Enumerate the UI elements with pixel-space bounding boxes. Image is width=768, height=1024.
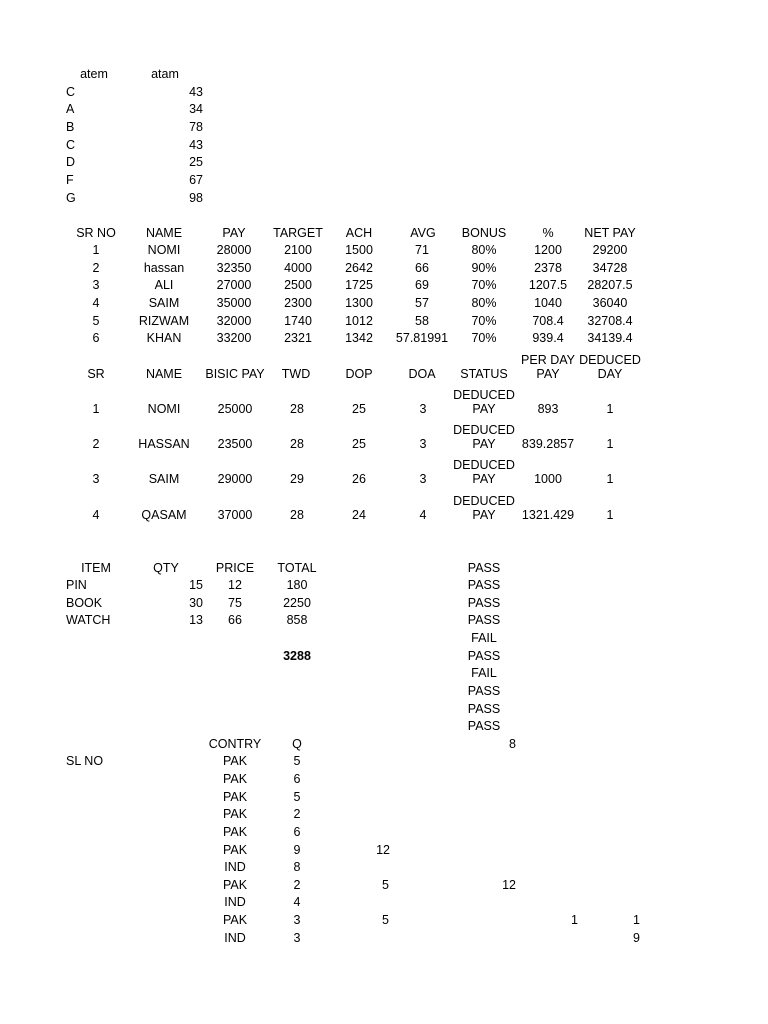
extra-cell: 1 bbox=[571, 913, 578, 927]
att-cell: 4 bbox=[419, 508, 427, 522]
pay-cell: 66 bbox=[415, 261, 429, 275]
pay-cell: 1 bbox=[92, 243, 100, 257]
country-cell: IND bbox=[224, 860, 246, 874]
atem-cell: F bbox=[66, 173, 74, 187]
pay-cell: SAIM bbox=[148, 296, 180, 310]
pay-cell: 1207.5 bbox=[528, 278, 568, 292]
pay-cell: ALI bbox=[154, 278, 174, 292]
header-side-value: 8 bbox=[509, 737, 516, 751]
q-cell: 3 bbox=[293, 931, 301, 945]
result-cell: PASS bbox=[467, 702, 501, 716]
att-cell: 29 bbox=[290, 472, 304, 486]
pay-header: PAY bbox=[222, 226, 246, 240]
att-header: DOA bbox=[408, 367, 436, 381]
item-cell: 12 bbox=[228, 578, 242, 592]
country-cell: PAK bbox=[222, 878, 248, 892]
item-cell: 2250 bbox=[283, 596, 311, 610]
q-cell: 5 bbox=[293, 754, 301, 768]
item-header: ITEM bbox=[81, 561, 111, 575]
att-cell: 839.2857 bbox=[521, 437, 575, 451]
country-header: CONTRY bbox=[208, 737, 262, 751]
extra-cell: 1 bbox=[633, 913, 640, 927]
q-cell: 5 bbox=[293, 790, 301, 804]
att-status-2: PAY bbox=[472, 472, 496, 486]
pay-cell: hassan bbox=[143, 261, 185, 275]
pay-cell: 1725 bbox=[345, 278, 373, 292]
pay-cell: 2642 bbox=[345, 261, 373, 275]
att-cell: 24 bbox=[352, 508, 366, 522]
att-cell: 1000 bbox=[534, 472, 562, 486]
att-cell: 29000 bbox=[217, 472, 253, 486]
pay-cell: 69 bbox=[415, 278, 429, 292]
item-cell: 15 bbox=[189, 578, 203, 592]
att-cell: 893 bbox=[537, 402, 559, 416]
att-header: DOP bbox=[345, 367, 373, 381]
att-cell: 3 bbox=[92, 472, 100, 486]
pay-cell: 2 bbox=[92, 261, 100, 275]
item-cell: 30 bbox=[189, 596, 203, 610]
att-header: SR bbox=[87, 367, 105, 381]
item-header: QTY bbox=[153, 561, 179, 575]
result-cell: FAIL bbox=[471, 631, 497, 645]
atem-header: atem bbox=[80, 67, 108, 81]
q-cell: 6 bbox=[293, 825, 301, 839]
pay-cell: 1300 bbox=[345, 296, 373, 310]
pay-cell: 32350 bbox=[216, 261, 252, 275]
country-cell: IND bbox=[224, 931, 246, 945]
att-cell: 1 bbox=[92, 402, 100, 416]
pay-cell: 32000 bbox=[216, 314, 252, 328]
country-cell: PAK bbox=[222, 913, 248, 927]
att-cell: 37000 bbox=[217, 508, 253, 522]
att-cell: 1 bbox=[606, 472, 614, 486]
result-cell: PASS bbox=[467, 719, 501, 733]
item-cell: WATCH bbox=[66, 613, 111, 627]
pay-cell: 29200 bbox=[592, 243, 628, 257]
pay-cell: RIZWAM bbox=[138, 314, 190, 328]
atem-cell: G bbox=[66, 191, 76, 205]
pay-cell: 4000 bbox=[284, 261, 312, 275]
q-cell: 3 bbox=[293, 913, 301, 927]
pay-header: AVG bbox=[410, 226, 436, 240]
q-cell: 4 bbox=[293, 895, 301, 909]
atam-cell: 78 bbox=[189, 120, 203, 134]
att-cell: 3 bbox=[419, 472, 427, 486]
att-status-2: PAY bbox=[472, 437, 496, 451]
result-cell: PASS bbox=[467, 561, 501, 575]
pay-cell: 1040 bbox=[534, 296, 562, 310]
pay-cell: 80% bbox=[471, 296, 497, 310]
pay-cell: 2321 bbox=[284, 331, 312, 345]
q-cell: 6 bbox=[293, 772, 301, 786]
pay-cell: 2100 bbox=[284, 243, 312, 257]
atam-cell: 98 bbox=[189, 191, 203, 205]
pay-cell: 71 bbox=[415, 243, 429, 257]
atem-cell: B bbox=[66, 120, 75, 134]
result-cell: PASS bbox=[467, 578, 501, 592]
att-cell: 23500 bbox=[217, 437, 253, 451]
pay-cell: 35000 bbox=[216, 296, 252, 310]
pay-cell: 1200 bbox=[534, 243, 562, 257]
pay-cell: 90% bbox=[471, 261, 497, 275]
pay-cell: 2378 bbox=[534, 261, 562, 275]
pay-cell: 36040 bbox=[592, 296, 628, 310]
att-cell: 28 bbox=[290, 508, 304, 522]
pay-cell: 58 bbox=[415, 314, 429, 328]
item-cell: BOOK bbox=[66, 596, 103, 610]
pay-cell: KHAN bbox=[146, 331, 182, 345]
item-header: PRICE bbox=[215, 561, 255, 575]
country-cell: PAK bbox=[222, 754, 248, 768]
pay-cell: 4 bbox=[92, 296, 100, 310]
pay-cell: 34139.4 bbox=[587, 331, 633, 345]
atam-cell: 67 bbox=[189, 173, 203, 187]
att-header: TWD bbox=[281, 367, 311, 381]
country-cell: IND bbox=[224, 895, 246, 909]
att-cell: NOMI bbox=[147, 402, 181, 416]
extra-cell: 9 bbox=[633, 931, 640, 945]
pay-cell: 2500 bbox=[284, 278, 312, 292]
pay-header: % bbox=[542, 226, 554, 240]
item-cell: 858 bbox=[286, 613, 308, 627]
result-cell: PASS bbox=[467, 613, 501, 627]
atam-header: atam bbox=[151, 67, 179, 81]
att-status-1: DEDUCED bbox=[453, 388, 515, 402]
att-status-1: DEDUCED bbox=[453, 458, 515, 472]
atem-cell: D bbox=[66, 155, 76, 169]
q-cell: 9 bbox=[293, 843, 301, 857]
pay-cell: 939.4 bbox=[532, 331, 564, 345]
att-status-1: DEDUCED bbox=[453, 423, 515, 437]
pay-cell: 1342 bbox=[345, 331, 373, 345]
att-cell: HASSAN bbox=[138, 437, 190, 451]
pay-cell: 1012 bbox=[345, 314, 373, 328]
att-cell: 26 bbox=[352, 472, 366, 486]
item-cell: 180 bbox=[286, 578, 308, 592]
sl-no-label: SL NO bbox=[66, 754, 104, 768]
att-status-2: PAY bbox=[472, 402, 496, 416]
att-header-deduced-1: DEDUCED bbox=[579, 353, 641, 367]
pay-cell: 57.81991 bbox=[395, 331, 449, 345]
pay-cell: 28207.5 bbox=[587, 278, 633, 292]
att-cell: QASAM bbox=[141, 508, 187, 522]
atam-cell: 43 bbox=[189, 85, 203, 99]
extra-cell: 12 bbox=[502, 878, 516, 892]
atam-cell: 43 bbox=[189, 138, 203, 152]
att-cell: 1 bbox=[606, 508, 614, 522]
atem-cell: C bbox=[66, 138, 76, 152]
extra-cell: 5 bbox=[382, 913, 389, 927]
result-cell: PASS bbox=[467, 596, 501, 610]
pay-cell: 2300 bbox=[284, 296, 312, 310]
att-cell: 3 bbox=[419, 437, 427, 451]
att-cell: SAIM bbox=[148, 472, 180, 486]
result-cell: FAIL bbox=[471, 666, 497, 680]
q-cell: 8 bbox=[293, 860, 301, 874]
pay-cell: 32708.4 bbox=[587, 314, 633, 328]
att-cell: 28 bbox=[290, 437, 304, 451]
pay-header: SR NO bbox=[76, 226, 116, 240]
item-cell: 13 bbox=[189, 613, 203, 627]
result-cell: PASS bbox=[467, 684, 501, 698]
pay-cell: 708.4 bbox=[532, 314, 564, 328]
pay-cell: 70% bbox=[471, 314, 497, 328]
att-cell: 4 bbox=[92, 508, 100, 522]
extra-cell: 12 bbox=[376, 843, 390, 857]
pay-cell: 28000 bbox=[216, 243, 252, 257]
grand-total: 3288 bbox=[283, 649, 311, 663]
pay-cell: 57 bbox=[415, 296, 429, 310]
item-cell: PIN bbox=[66, 578, 87, 592]
pay-cell: 6 bbox=[92, 331, 100, 345]
att-cell: 2 bbox=[92, 437, 100, 451]
item-cell: 75 bbox=[228, 596, 242, 610]
pay-header: NAME bbox=[145, 226, 183, 240]
atem-cell: A bbox=[66, 102, 75, 116]
att-cell: 28 bbox=[290, 402, 304, 416]
pay-cell: 1500 bbox=[345, 243, 373, 257]
atem-cell: C bbox=[66, 85, 76, 99]
country-cell: PAK bbox=[222, 790, 248, 804]
pay-cell: 80% bbox=[471, 243, 497, 257]
pay-header: NET PAY bbox=[584, 226, 636, 240]
att-cell: 1 bbox=[606, 402, 614, 416]
pay-cell: 70% bbox=[471, 331, 497, 345]
atam-cell: 34 bbox=[189, 102, 203, 116]
att-status-2: PAY bbox=[472, 508, 496, 522]
att-cell: 3 bbox=[419, 402, 427, 416]
pay-cell: 34728 bbox=[592, 261, 628, 275]
country-cell: PAK bbox=[222, 843, 248, 857]
att-cell: 25 bbox=[352, 402, 366, 416]
att-header: NAME bbox=[145, 367, 183, 381]
pay-header: BONUS bbox=[461, 226, 507, 240]
att-cell: 1 bbox=[606, 437, 614, 451]
att-cell: 1321.429 bbox=[521, 508, 575, 522]
pay-header: TARGET bbox=[273, 226, 323, 240]
item-header: TOTAL bbox=[277, 561, 317, 575]
pay-cell: 5 bbox=[92, 314, 100, 328]
result-cell: PASS bbox=[467, 649, 501, 663]
pay-cell: 27000 bbox=[216, 278, 252, 292]
country-cell: PAK bbox=[222, 807, 248, 821]
item-cell: 66 bbox=[228, 613, 242, 627]
pay-cell: NOMI bbox=[147, 243, 181, 257]
atam-cell: 25 bbox=[189, 155, 203, 169]
extra-cell: 5 bbox=[382, 878, 389, 892]
pay-cell: 70% bbox=[471, 278, 497, 292]
q-cell: 2 bbox=[293, 807, 301, 821]
pay-cell: 33200 bbox=[216, 331, 252, 345]
att-status-1: DEDUCED bbox=[453, 494, 515, 508]
att-cell: 25000 bbox=[217, 402, 253, 416]
pay-header: ACH bbox=[345, 226, 373, 240]
att-header-perday-1: PER DAY bbox=[521, 353, 575, 367]
att-cell: 25 bbox=[352, 437, 366, 451]
att-header: BISIC PAY bbox=[205, 367, 265, 381]
pay-cell: 3 bbox=[92, 278, 100, 292]
q-header: Q bbox=[292, 737, 302, 751]
q-cell: 2 bbox=[293, 878, 301, 892]
att-header-deduced-2: DAY bbox=[597, 367, 623, 381]
att-header: STATUS bbox=[460, 367, 508, 381]
country-cell: PAK bbox=[222, 772, 248, 786]
att-header-perday-2: PAY bbox=[536, 367, 560, 381]
pay-cell: 1740 bbox=[284, 314, 312, 328]
country-cell: PAK bbox=[222, 825, 248, 839]
